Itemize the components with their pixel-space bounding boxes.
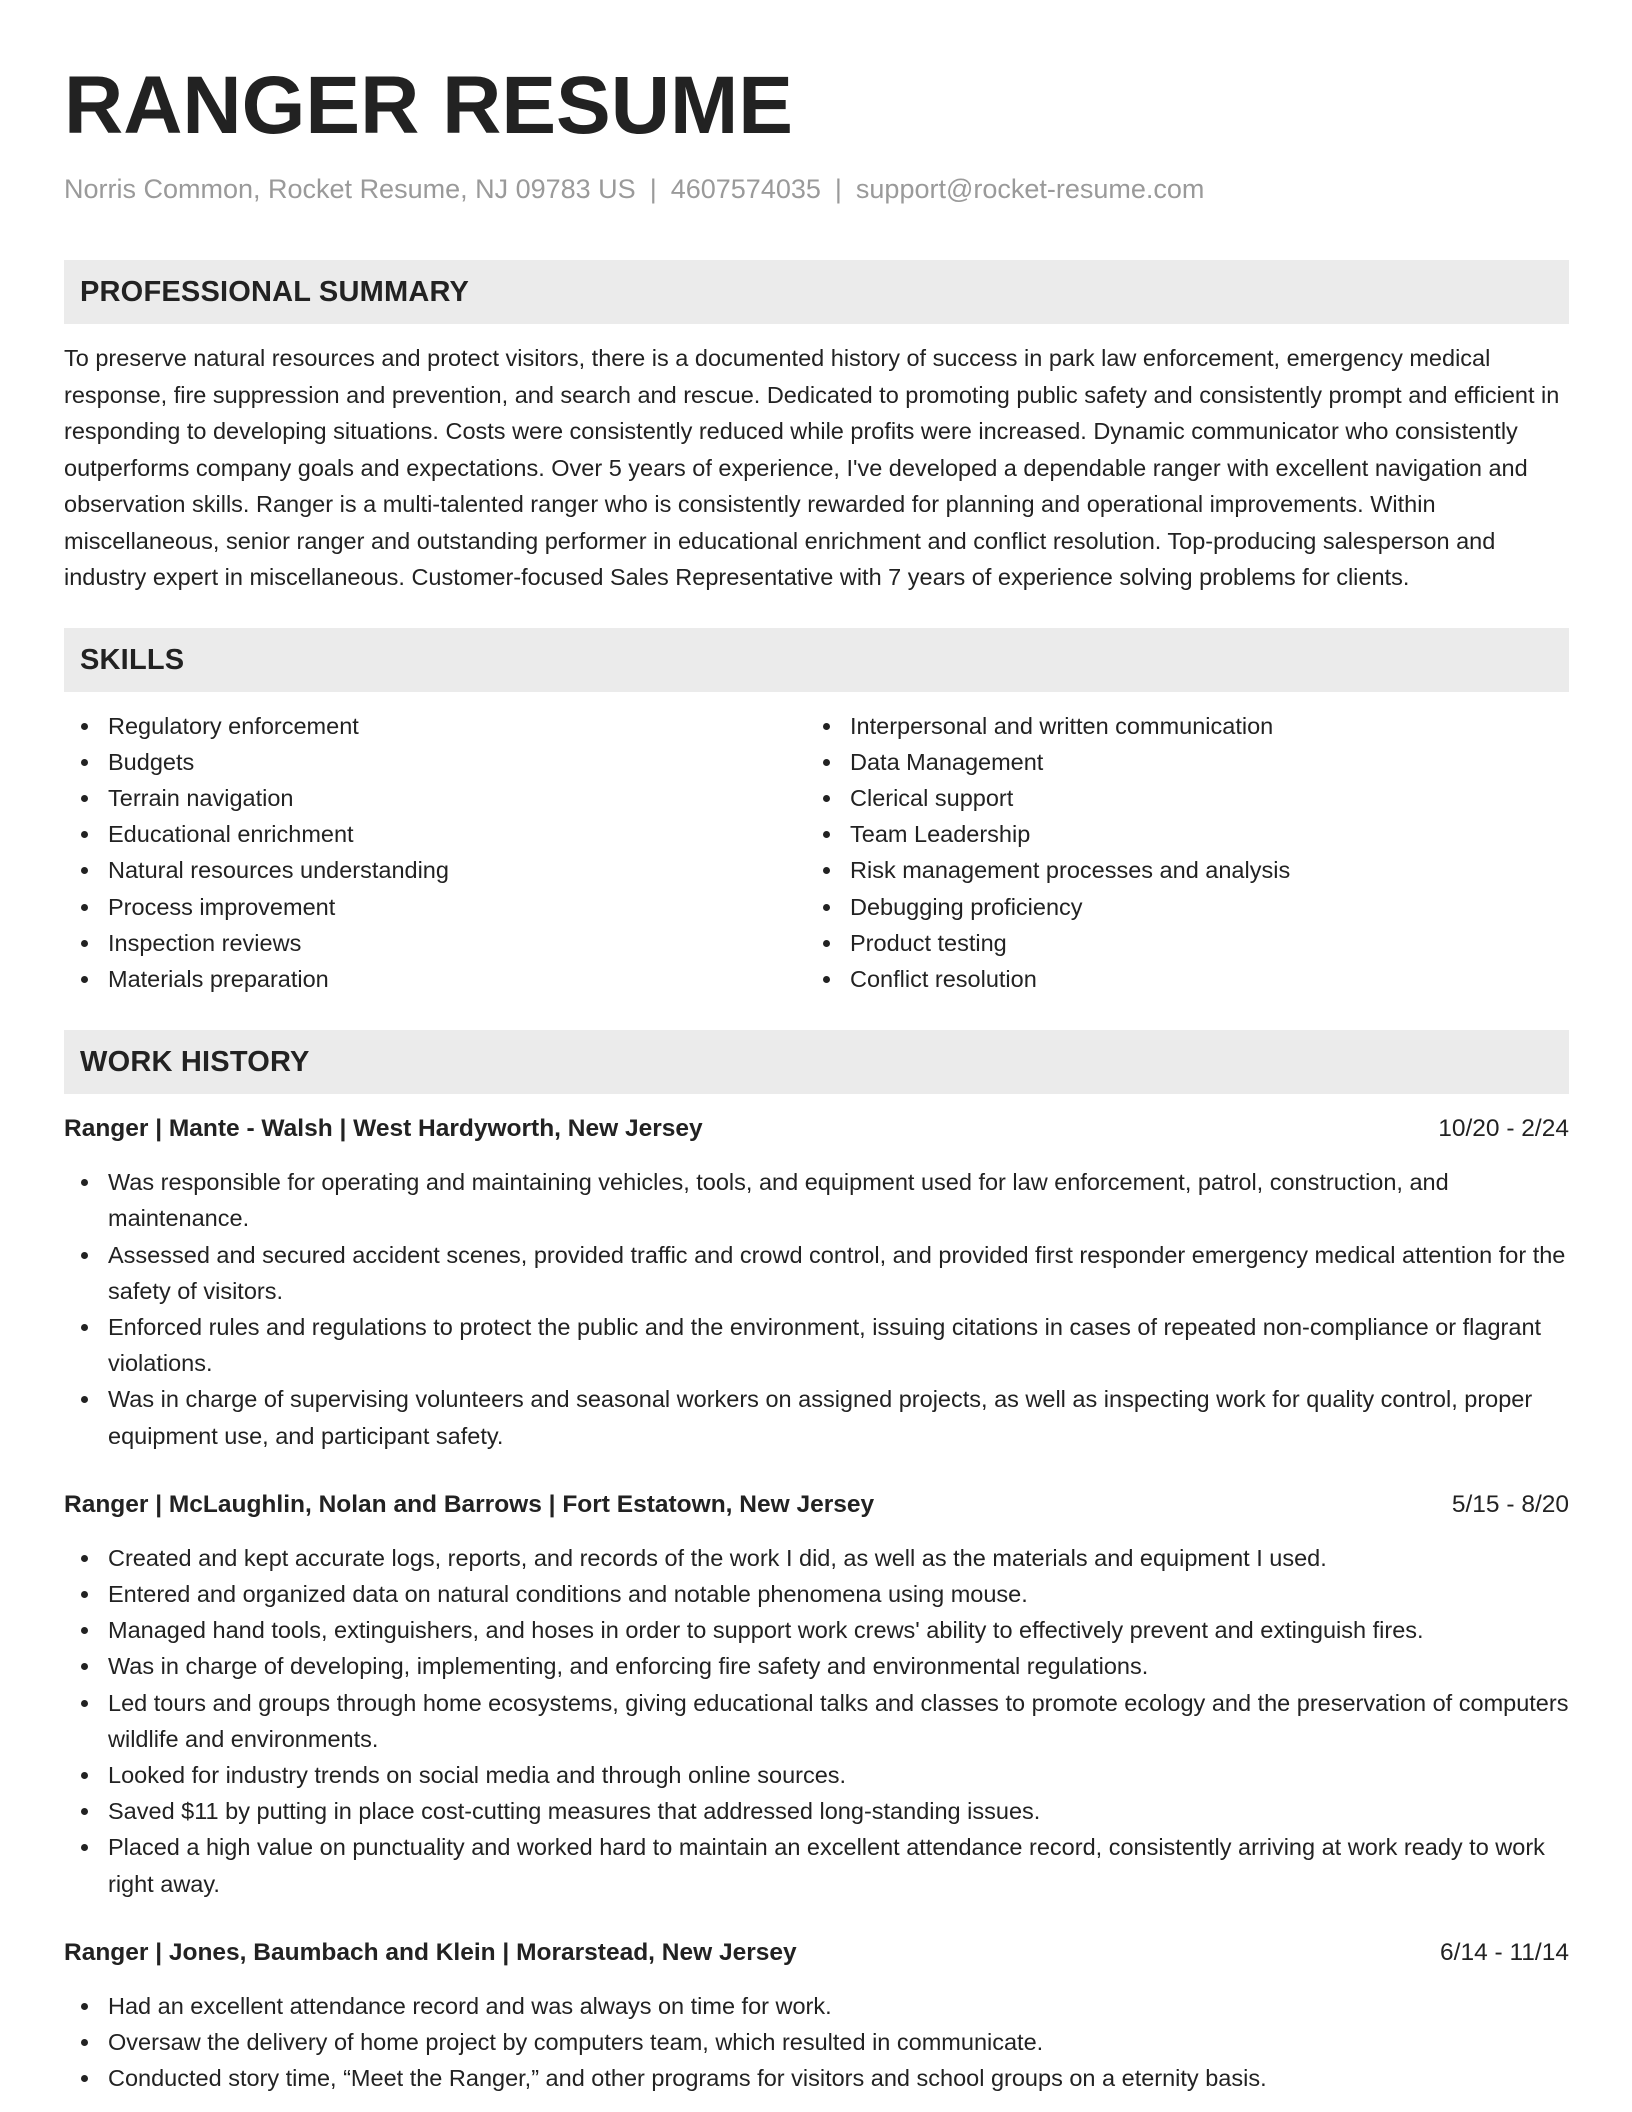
contact-email: support@rocket-resume.com <box>855 174 1205 204</box>
job-duty: Managed hand tools, extinguishers, and hoses in order to support work crews' ability to effectively prevent and extinguish fires. <box>64 1612 1569 1648</box>
summary-heading: PROFESSIONAL SUMMARY <box>64 260 1569 324</box>
skill-item: Inspection reviews <box>64 925 806 961</box>
skill-item: Budgets <box>64 744 806 780</box>
job-duty: Conducted story time, “Meet the Ranger,” and other programs for visitors and school groups on a eternity basis. <box>64 2060 1569 2096</box>
job-duty: Placed a high value on punctuality and worked hard to maintain an excellent attendance record, consistently arriving at work ready to work right away. <box>64 1829 1569 1901</box>
skill-item: Process improvement <box>64 889 806 925</box>
job-duty: Looked for industry trends on social media and through online sources. <box>64 1757 1569 1793</box>
job-duty: Saved $11 by putting in place cost-cutting measures that addressed long-standing issues. <box>64 1793 1569 1829</box>
skill-item: Interpersonal and written communication <box>806 708 1569 744</box>
job-duty: Had an excellent attendance record and was always on time for work. <box>64 1988 1569 2024</box>
job-dates: 6/14 - 11/14 <box>1440 1938 1569 1966</box>
skill-item: Natural resources understanding <box>64 852 806 888</box>
skill-item: Data Management <box>806 744 1569 780</box>
skill-item: Debugging proficiency <box>806 889 1569 925</box>
job-entry <box>64 1488 1569 1902</box>
skill-item: Product testing <box>806 925 1569 961</box>
skills-heading: SKILLS <box>64 628 1569 692</box>
job-title: Ranger | McLaughlin, Nolan and Barrows | Fort Estatown, New Jersey <box>64 1490 875 1518</box>
job-dates: 5/15 - 8/20 <box>1451 1490 1569 1518</box>
job-duty: Oversaw the delivery of home project by computers team, which resulted in communicate. <box>64 2024 1569 2060</box>
skills-column-right <box>806 708 1569 998</box>
job-title: Ranger | Jones, Baumbach and Klein | Morarstead, New Jersey <box>64 1938 797 1966</box>
job-duties <box>64 1164 1569 1454</box>
job-dates: 10/20 - 2/24 <box>1438 1115 1569 1143</box>
job-duty: Led tours and groups through home ecosystems, giving educational talks and classes to promote ecology and the preservation of computers wildlife and environments. <box>64 1685 1569 1757</box>
skill-item: Terrain navigation <box>64 780 806 816</box>
job-title: Ranger | Mante - Walsh | West Hardyworth, New Jersey <box>64 1115 703 1143</box>
job-duty: Enforced rules and regulations to protect the public and the environment, issuing citations in cases of repeated non-compliance or flagrant violations. <box>64 1309 1569 1381</box>
skills-column-left <box>64 708 806 998</box>
job-duty: Assessed and secured accident scenes, provided traffic and crowd control, and provided first responder emergency medical attention for the safety of visitors. <box>64 1237 1569 1309</box>
contact-address: Norris Common, Rocket Resume, NJ 09783 US <box>64 174 636 204</box>
skill-item: Risk management processes and analysis <box>806 852 1569 888</box>
job-duties <box>64 1540 1569 1902</box>
job-entry <box>64 1936 1569 2097</box>
job-header <box>64 1936 1569 1970</box>
skills-list <box>64 708 1569 998</box>
work-history-heading: WORK HISTORY <box>64 1030 1569 1094</box>
job-duty: Created and kept accurate logs, reports, and records of the work I did, as well as the materials and equipment I used. <box>64 1540 1569 1576</box>
job-duty: Was responsible for operating and maintaining vehicles, tools, and equipment used for law enforcement, patrol, construction, and maintenance. <box>64 1164 1569 1236</box>
summary-text: To preserve natural resources and protect visitors, there is a documented history of success in park law enforcement, emergency medical response, fire suppression and prevention, and search and rescue. Dedicated to promoting public safety and consistently prompt and efficient in responding to developing situations. Costs were consistently reduced while profits were increased. Dynamic communicator who consistently outperforms company goals and expectations. Over 5 years of experience, I've developed a dependable ranger with excellent navigation and observation skills. Ranger is a multi-talented ranger who is consistently rewarded for planning and operational improvements. Within miscellaneous, senior ranger and outstanding performer in educational enrichment and conflict resolution. Top-producing salesperson and industry expert in miscellaneous. Customer-focused Sales Representative with 7 years of experience solving problems for clients. <box>64 345 1560 590</box>
job-duties <box>64 1988 1569 2097</box>
contact-separator: | <box>649 174 657 204</box>
skill-item: Team Leadership <box>806 816 1569 852</box>
skill-item: Regulatory enforcement <box>64 708 806 744</box>
resume-name: RANGER RESUME <box>64 60 793 151</box>
job-duty: Was in charge of developing, implementing, and enforcing fire safety and environmental regulations. <box>64 1648 1569 1684</box>
job-duty: Was in charge of supervising volunteers and seasonal workers on assigned projects, as well as inspecting work for quality control, proper equipment use, and participant safety. <box>64 1381 1569 1453</box>
job-header <box>64 1488 1569 1522</box>
contact-separator: | <box>834 174 842 204</box>
job-header <box>64 1112 1569 1146</box>
contact-phone: 4607574035 <box>670 174 821 204</box>
job-entry <box>64 1112 1569 1454</box>
job-duty: Entered and organized data on natural conditions and notable phenomena using mouse. <box>64 1576 1569 1612</box>
skill-item: Conflict resolution <box>806 961 1569 997</box>
skill-item: Educational enrichment <box>64 816 806 852</box>
contact-line <box>64 172 1569 206</box>
skill-item: Clerical support <box>806 780 1569 816</box>
skill-item: Materials preparation <box>64 961 806 997</box>
